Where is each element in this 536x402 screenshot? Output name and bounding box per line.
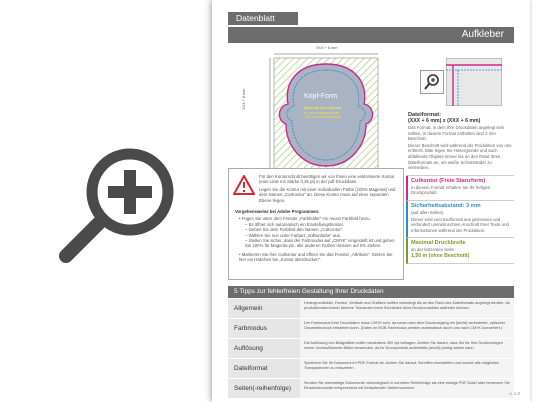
- dim-side-label: XXX + 6 mm: [242, 88, 246, 110]
- tip-text: Senden Sie mehrseitige Dokumente chronologisch in korrekter Reihenfolge als eine einzige PDF-Datei oder benennen Sie Einzeldokumente entsprechend mit fortlaufenden Seitennummern.: [300, 379, 514, 398]
- sicherheit-sub: (auf allen Seiten): [411, 209, 444, 215]
- tip-row: [228, 339, 514, 359]
- maximal-title: Maximal Druckbreite: [411, 240, 466, 247]
- cutkontur-title: Cutkontur (Freie Stanzform): [411, 177, 486, 184]
- datasheet-page: [212, 0, 530, 402]
- dateiformat-title: Dateiformat:: [408, 112, 441, 118]
- tips-title: 5 Tipps zur fehlerfreien Gestaltung Ihrer Druckdaten: [228, 286, 514, 298]
- zoom-in-icon[interactable]: [52, 140, 182, 270]
- tip-row: [228, 359, 514, 379]
- cutkontur-text: In diesem Format erhalten Sie Ihr fertiges Druckprodukt.: [411, 184, 491, 196]
- maximal-sub: an der kürzesten Seite: [411, 247, 454, 253]
- warning-intro: [259, 174, 399, 203]
- small-magnifier-icon[interactable]: [420, 70, 444, 94]
- adobe-steps: [235, 209, 395, 263]
- tip-row: [228, 299, 514, 319]
- tip-row: [228, 319, 514, 339]
- tip-label: Auflösung: [228, 339, 300, 358]
- inner-note-2: an der kürzesten Seite:: [304, 111, 340, 115]
- step-1: • Fügen Sie unter dem Fenster „Farbfelder“ ein neues Farbfeld hinzu.: [239, 216, 371, 222]
- warning-intro-2: Legen Sie die Kontur mit einer individuellen Farbe (100% Magenta) und dem Namen „CutKontur“ an. Diese Kontur muss auf einer separaten Ebene liegen.: [259, 186, 396, 203]
- step-2: – Es öffnet sich automatisch ein Einstellungsfenster.: [245, 221, 345, 227]
- tip-text: Der Farbmodus Ihrer Druckdaten muss CMYK sein, da sonst nach dem Druckvorgang ein (leicht) veränderter, optischer Gesamteindruck entstehen kann. (Daten im RGB-Farbmodus werden automatisch durch uns nach CMYK konvertiert.): [300, 319, 514, 338]
- steps-title: Vorgehensweise bei Adobe Programmen:: [235, 209, 320, 214]
- sicherheit-title: Sicherheitsabstand: 3 mm: [411, 202, 481, 209]
- step-6: • Markieren Sie Ihre Cutkontur und öffnen Sie das Fenster „Attribute“. Setzen Sie hier ein Häkchen bei „Kontur überdrucken“.: [239, 251, 393, 263]
- corner-detail-sample: [446, 58, 502, 106]
- tip-label: Dateiformat: [228, 359, 300, 378]
- maximal-block: [406, 238, 514, 264]
- step-3: – Geben Sie dem Farbfeld den Namen „CutKontur“.: [245, 227, 344, 233]
- sicherheit-text: Dieser wird vom Endformat aus gemessen und verhindert unerwünschten Anschnitt Ihrer Texte und Informationen während der Produktion.: [411, 216, 509, 233]
- page-title: Aufkleber: [228, 27, 514, 43]
- maximal-value: 1,50 m (ohne Beschnitt): [411, 252, 470, 259]
- dateiformat-value: (XXX + 6 mm) x (XXX + 6 mm): [408, 118, 481, 124]
- inner-note-3: 1,50 m (ohne Beschnitt): [304, 115, 342, 119]
- step-4: – Wählen Sie nun unter Farbart „Volltonfarbe“ aus.: [245, 232, 342, 238]
- shape-label: Kopf-Form: [304, 93, 338, 100]
- warning-triangle-icon: [233, 175, 255, 195]
- tip-label: Seiten(-reihenfolge): [228, 379, 300, 398]
- tip-row: [228, 379, 514, 399]
- tip-label: Allgemein: [228, 299, 300, 318]
- tip-text: Die Auflösung von Bildgrafiken sollte mindestens 300 dpi betragen. Achten Sie darauf, dass Sie für Ihre Druckvorlagen immer hochauflösende Bilder verwenden, da Ihr Druckprodukt andernfalls (leicht) pixelig wirken kann.: [300, 339, 514, 358]
- side-info-column: [406, 110, 514, 264]
- header-tab: Datenblatt: [228, 12, 298, 25]
- inner-note-1: Maximal Druckbreite: [304, 106, 342, 110]
- tip-label: Farbmodus: [228, 319, 300, 338]
- tip-text: Hintergrundbilder, Farben, Verläufe und Grafiken sollten unbedingt bis an den Rand des Dateiformats angelegt werden, da produktionstechnisch kleinere Toleranzen beim Schneiden Ihres Druckproduktes auftreten können.: [300, 299, 514, 318]
- dateiformat-block: [406, 110, 514, 176]
- sicherheit-block: [406, 201, 514, 238]
- warning-intro-1: Für den Konturschnitt benötigen wir von Ihnen eine vektorisierte Kontur (eine Linie mit Stärke 0,25 pt) in der pdf-Druckdatei.: [259, 174, 395, 185]
- step-5: – Stellen Sie sicher, dass der Farbmodus auf „CMYK“ eingestellt ist und geben Sie 100% für Magenta ein, alle anderen Farben müssen auf 0% stehen.: [245, 238, 395, 249]
- tip-text: Speichern Sie Ihr Dokument im PDF-Format ab. Achten Sie darauf, Schriften einzubetten und sowohl alle möglichen Transparenzen zu reduzieren.: [300, 359, 514, 378]
- page-number: v. 1.0: [509, 391, 520, 396]
- beschnitt-text: Dieser Beschnitt wird während der Produktion von uns entfernt. Bitte legen Sie Hintergründe und auch abfallende Objekte immer bis an den Rand Ihres Dateiformats an, um weiße Schnittränder zu vermeiden.: [408, 142, 512, 171]
- tips-table: [228, 299, 514, 399]
- cutcontour-warning-box: [228, 168, 404, 280]
- dateiformat-text: Das Format, in dem Ihre Druckdaten angelegt sein sollten, in diesem Format enthalten sind 3 mm Beschnitt.: [408, 125, 505, 142]
- dim-top-label: XXX + 6 mm: [316, 46, 338, 50]
- cutkontur-block: [406, 176, 514, 201]
